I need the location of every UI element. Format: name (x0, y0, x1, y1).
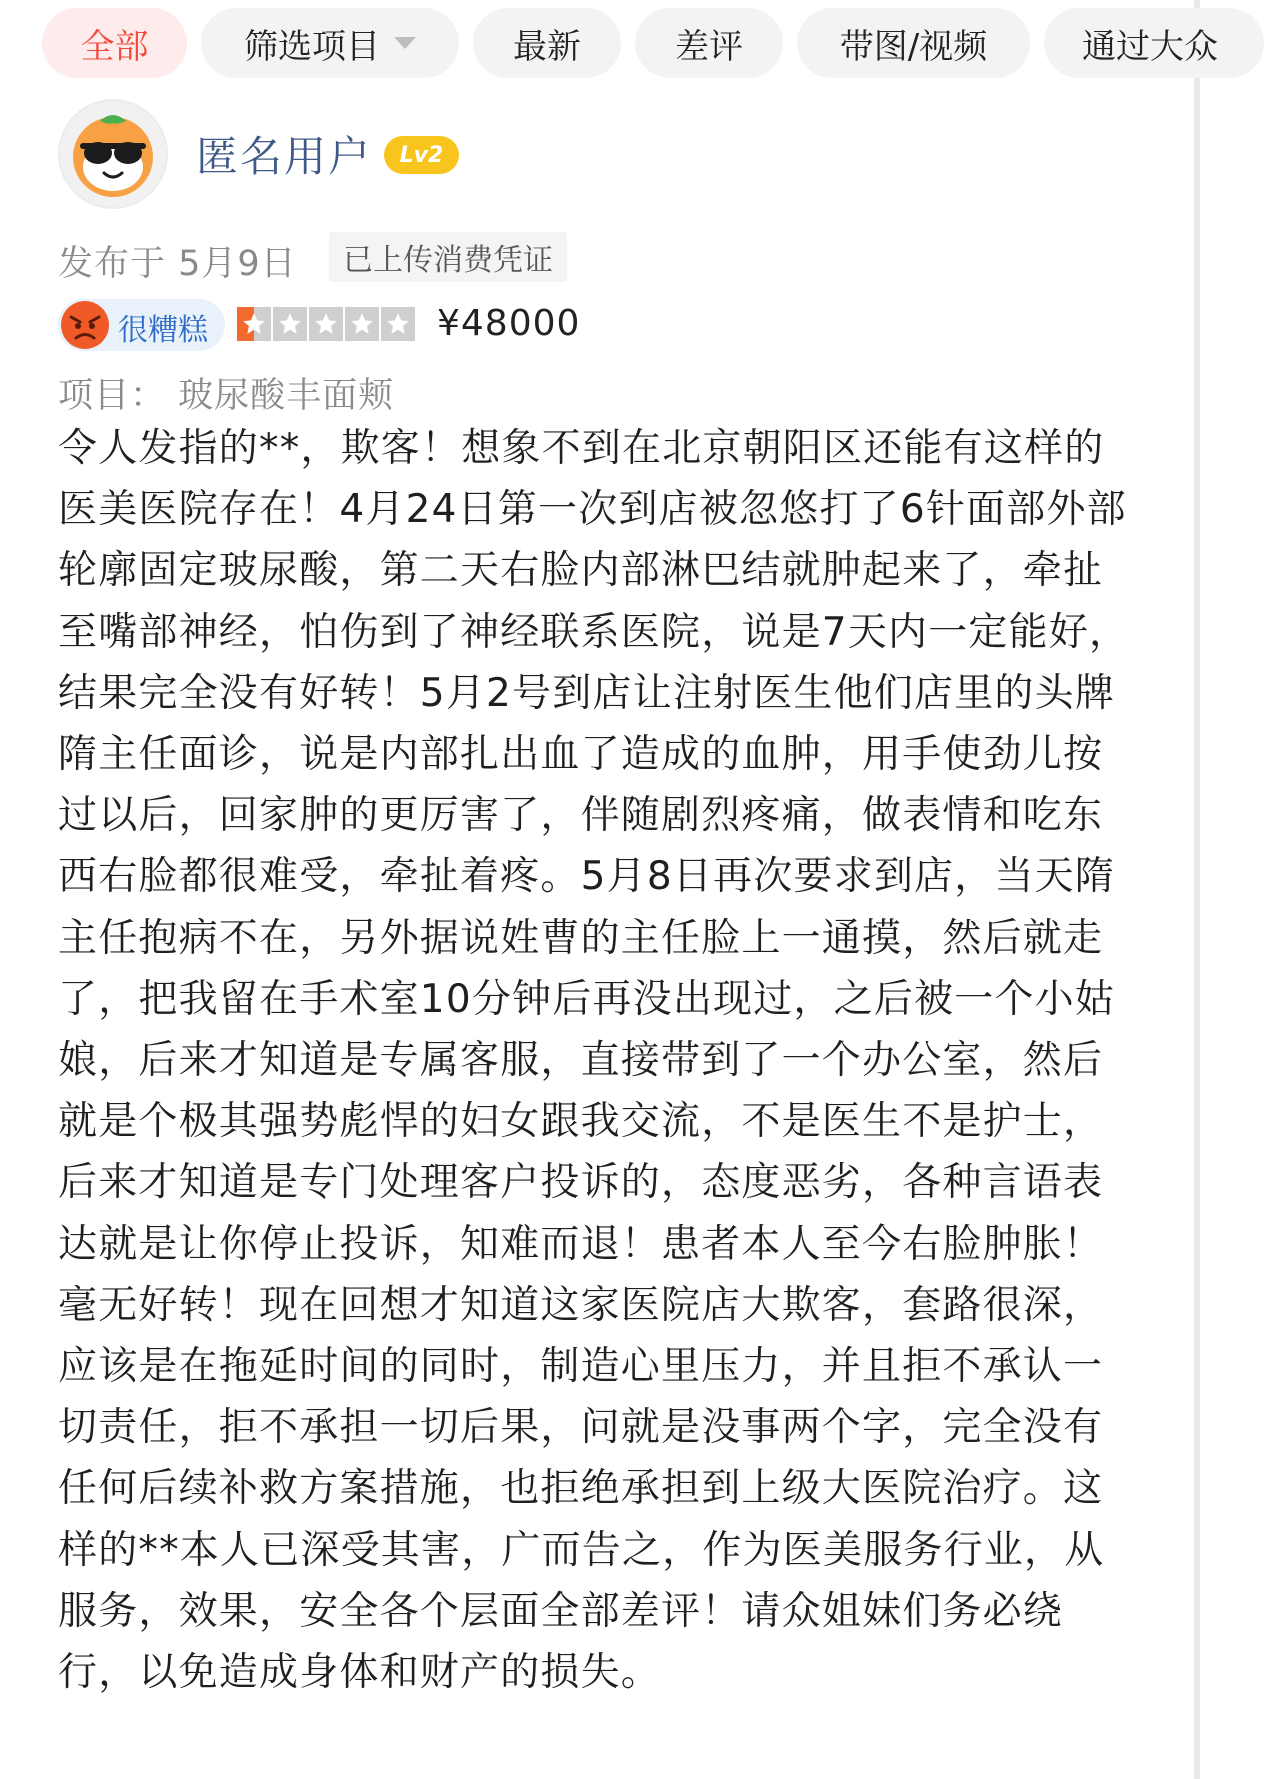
orange-sunglasses-avatar-icon (60, 101, 166, 207)
project-label: 项目： 玻尿酸丰面颊 (58, 376, 395, 416)
price: ¥48000 (437, 303, 581, 344)
star-rating (237, 307, 415, 341)
star-icon (381, 307, 415, 341)
level-badge: Lv2 (384, 136, 459, 174)
angry-face-icon (60, 300, 110, 350)
voucher-tag: 已上传消费凭证 (329, 232, 567, 282)
star-icon (345, 307, 379, 341)
filter-bar (42, 8, 1218, 78)
publish-date: 发布于 5月9日 (58, 244, 297, 284)
user-name[interactable]: 匿名用户 (196, 132, 373, 181)
filter-tab-latest[interactable]: 最新 (473, 8, 621, 78)
filter-tab-with-media[interactable]: 带图/视频 (797, 8, 1030, 78)
star-icon (273, 307, 307, 341)
star-icon (309, 307, 343, 341)
filter-tab-bad[interactable]: 差评 (635, 8, 783, 78)
review-body: 令人发指的**，欺客！想象不到在北京朝阳区还能有这样的医美医院存在！4月24日第一次到店被忽悠打了6针面部外部轮廓固定玻尿酸，第二天右脸内部淋巴结就肿起来了，牵扯至嘴部神经，怕伤到了神经联系医院，说是7天内一定能好，结果完全没有好转！5月2号到店让注射医生他们店里的头牌隋主任面诊，说是内部扎出血了造成的血肿，用手使劲儿按过以后，回家肿的更厉害了，伴随剧烈疼痛，做表情和吃东西右脸都很难受，牵扯着疼。5月8日再次要求到店，当天隋主任抱病不在，另外据说姓曹的主任脸上一通摸，然后就走了，把我留在手术室10分钟后再没出现过，之后被一个小姑娘，后来才知道是专属客服，直接带到了一个办公室，然后就是个极其强势彪悍的妇女跟我交流，不是医生不是护士，后来才知道是专门处理客户投诉的，态度恶劣，各种言语表达就是让你停止投诉，知难而退！患者本人至今右脸肿胀！毫无好转！现在回想才知道这家医院店大欺客，套路很深，应该是在拖延时间的同时，制造心里压力，并且拒不承认一切责任，拒不承担一切后果，问就是没事两个字，完全没有任何后续补救方案措施，也拒绝承担到上级大医院治疗。这样的**本人已深受其害，广而告之，作为医美服务行业，从服务，效果，安全各个层面全部差评！请众姐妹们务必绕行，以免造成身体和财产的损失。 (58, 426, 1130, 1696)
avatar[interactable] (58, 99, 168, 209)
star-icon (237, 307, 271, 341)
scroll-edge (1194, 0, 1200, 1779)
filter-tab-items-dropdown[interactable] (201, 8, 459, 78)
filter-tab-items-label: 筛选项目 (244, 26, 380, 67)
caret-down-icon (394, 37, 416, 49)
filter-tab-all[interactable]: 全部 (42, 8, 187, 78)
rating-label: 很糟糕 (118, 313, 208, 348)
filter-tab-passed[interactable]: 通过大众 (1044, 8, 1264, 78)
